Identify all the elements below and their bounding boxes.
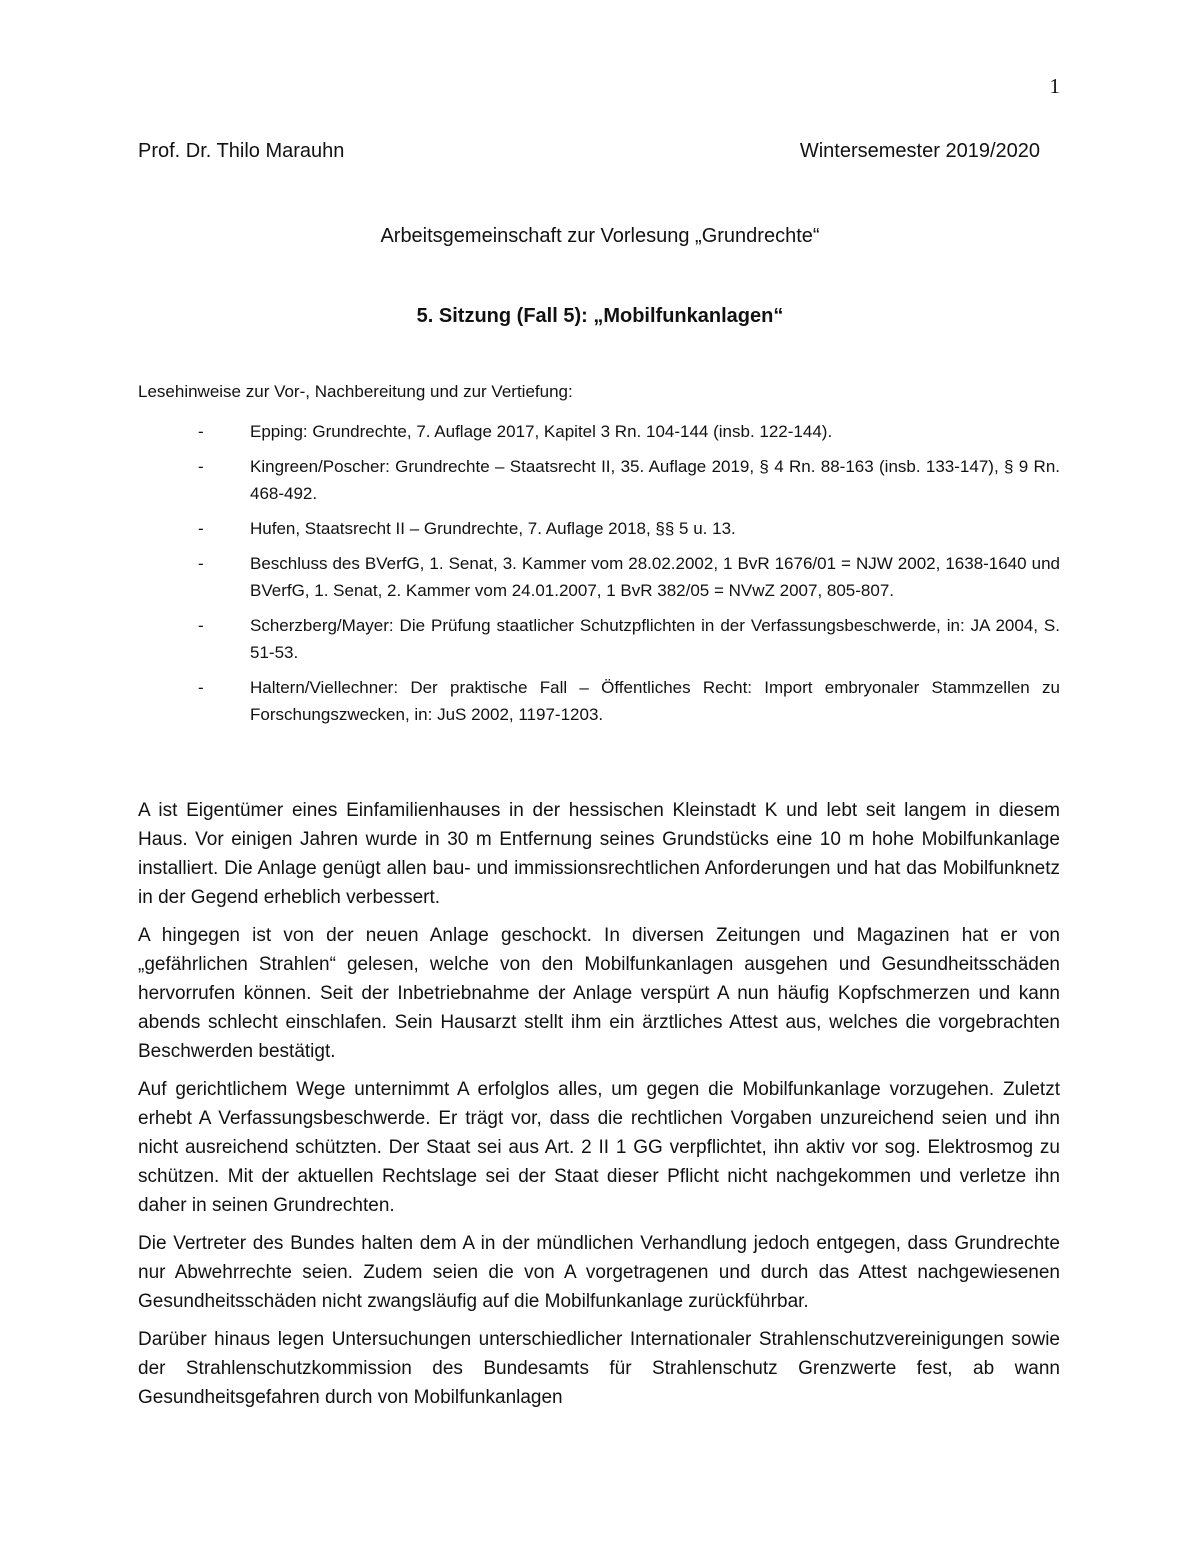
reading-item — [138, 453, 1060, 507]
reading-item-text: Hufen, Staatsrecht II – Grundrechte, 7. Auflage 2018, §§ 5 u. 13. — [250, 519, 736, 538]
reading-item — [138, 550, 1060, 604]
reading-item — [138, 515, 1060, 542]
semester-label: Wintersemester 2019/2020 — [799, 140, 1040, 162]
case-paragraph: Darüber hinaus legen Untersuchungen unterschiedlicher Internationaler Strahlenschutzvereinigungen sowie der Strahlenschutzkommission des Bundesamts für Strahlenschutz Grenzwerte fest, ab wann Gesundheitsgefahren durch von Mobilfunkanlagen — [138, 1329, 1060, 1408]
bullet-dash: - — [198, 554, 204, 573]
document-header — [138, 140, 1040, 163]
case-paragraph: A hingegen ist von der neuen Anlage geschockt. In diversen Zeitungen und Magazinen hat er von „gefährlichen Strahlen“ gelesen, welche von den Mobilfunkanlagen ausgehen und Gesundheitsschäden hervorrufen können. Seit der Inbetriebnahme der Anlage verspürt A nun häufig Kopfschmerzen und kann abends schlecht einschlafen. Sein Hausarzt stellt ihm ein ärztliches Attest aus, welches die vorgebrachten Beschwerden bestätigt. — [138, 925, 1060, 1062]
case-text — [138, 796, 1060, 1421]
bullet-dash: - — [198, 678, 204, 697]
reading-item-text: Haltern/Viellechner: Der praktische Fall – Öffentliches Recht: Import embryonaler Stammzellen zu Forschungszwecken, in: JuS 2002, 1197-1203. — [250, 678, 1060, 724]
session-title: 5. Sitzung (Fall 5): „Mobilfunkanlagen“ — [416, 305, 784, 327]
reading-item-text: Scherzberg/Mayer: Die Prüfung staatlicher Schutzpflichten in der Verfassungsbeschwerde, in: JA 2004, S. 51-53. — [250, 616, 1060, 662]
reading-heading: Lesehinweise zur Vor-, Nachbereitung und zur Vertiefung: — [138, 382, 573, 401]
reading-list — [138, 418, 1060, 736]
case-paragraph: A ist Eigentümer eines Einfamilienhauses in der hessischen Kleinstadt K und lebt seit langem in diesem Haus. Vor einigen Jahren wurde in 30 m Entfernung seines Grundstücks eine 10 m hohe Mobilfunkanlage installiert. Die Anlage genügt allen bau- und immissionsrechtlichen Anforderungen und hat das Mobilfunknetz in der Gegend erheblich verbessert. — [138, 800, 1060, 908]
case-paragraph: Die Vertreter des Bundes halten dem A in der mündlichen Verhandlung jedoch entgegen, dass Grundrechte nur Abwehrrechte seien. Zudem seien die von A vorgetragenen und durch das Attest nachgewiesenen Gesundheitsschäden nicht zwangsläufig auf die Mobilfunkanlage zurückführbar. — [138, 1233, 1060, 1312]
bullet-dash: - — [198, 422, 204, 441]
reading-item — [138, 674, 1060, 728]
page-number: 1 — [1049, 74, 1060, 98]
bullet-dash: - — [198, 519, 204, 538]
bullet-dash: - — [198, 457, 204, 476]
bullet-dash: - — [198, 616, 204, 635]
course-subtitle: Arbeitsgemeinschaft zur Vorlesung „Grundrechte“ — [380, 225, 820, 247]
reading-item-text: Epping: Grundrechte, 7. Auflage 2017, Kapitel 3 Rn. 104-144 (insb. 122-144). — [250, 422, 833, 441]
reading-item — [138, 612, 1060, 666]
reading-item-text: Beschluss des BVerfG, 1. Senat, 3. Kammer vom 28.02.2002, 1 BvR 1676/01 = NJW 2002, 1638-1640 und BVerfG, 1. Senat, 2. Kammer vom 24.01.2007, 1 BvR 382/05 = NVwZ 2007, 805-807. — [250, 554, 1060, 600]
author-name: Prof. Dr. Thilo Marauhn — [138, 140, 345, 162]
reading-item-text: Kingreen/Poscher: Grundrechte – Staatsrecht II, 35. Auflage 2019, § 4 Rn. 88-163 (insb. 133-147), § 9 Rn. 468-492. — [250, 457, 1060, 503]
case-paragraph: Auf gerichtlichem Wege unternimmt A erfolglos alles, um gegen die Mobilfunkanlage vorzugehen. Zuletzt erhebt A Verfassungsbeschwerde. Er trägt vor, dass die rechtlichen Vorgaben unzureichend seien und ihn nicht ausreichend schützten. Der Staat sei aus Art. 2 II 1 GG verpflichtet, ihn aktiv vor sog. Elektrosmog zu schützen. Mit der aktuellen Rechtslage sei der Staat dieser Pflicht nicht nachgekommen und verletze ihn daher in seinen Grundrechten. — [138, 1079, 1060, 1216]
reading-item — [138, 418, 1060, 445]
